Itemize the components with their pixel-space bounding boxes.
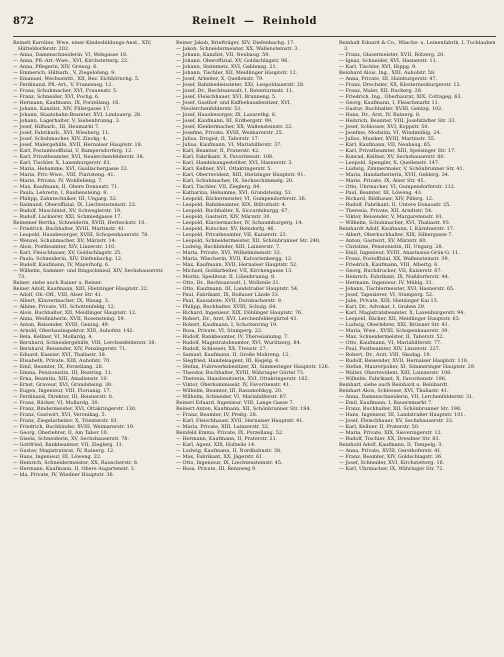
directory-entry: — Karl, Schuhmacher, IX, Sechsschimmelg. 20. xyxy=(176,178,294,184)
directory-entry: — Julius, Drogist, II, Taborstr. 17. xyxy=(176,136,260,142)
directory-column-1 xyxy=(13,40,170,652)
directory-entry: — Gottfried, Bankbeamter, VII, Zieglerg. 11. xyxy=(13,442,124,448)
directory-entry: Reinhard Alois, Ing., XIII, Auhofstr. 58. xyxy=(339,70,436,76)
directory-entry: — Karl, Kellner, XVI, Ottakringerstr. 5. xyxy=(176,166,272,172)
directory-entry: — Rudolf, Magistratsbeamter, XVI, Wurlitzerg. 84. xyxy=(176,340,302,346)
directory-entry: — Viktor, Oberkommissär, IV, Favoritenstr. 41. xyxy=(176,382,291,388)
directory-entry: — Rudolf, Kaufmann, IV, Mayerhofg. 6. xyxy=(13,262,110,268)
directory-entry: — Anna, Pfl.-Art.-Wwe., XVI, Kirchstetterg. 22. xyxy=(13,58,129,64)
directory-entry: — Ida, Private, IV, Wiedner Hauptstr. 36. xyxy=(13,472,115,478)
directory-entry: — Heinrich, Schneidermeister, XX, Rauscherstr. 8. xyxy=(13,460,139,466)
directory-entry: — Ludwig, Buchbinder, XIII, Lainzerstr. 7. xyxy=(176,244,281,250)
directory-column-3 xyxy=(339,40,496,652)
directory-entry: — Albine, Private, VII, Schottenfeldg. 12. xyxy=(13,304,116,310)
directory-entry: — Arnold, Oberbauinspektor, XIII, Auhofstr. 142. xyxy=(13,328,135,334)
directory-entry: — Johann, Oberoffizial, XV, Goldschlagstr. 96. xyxy=(176,58,289,64)
directory-entry: — Georg, Oberlehrer, II, Am Tabor 10. xyxy=(13,430,109,436)
directory-entry: — Robert, Dr., Arzt, XVI, Lerchenfeldergürtel 43. xyxy=(176,316,298,322)
directory-entry: — Otto, Kaufmann, III, Landstraßer Hauptstr. 54. xyxy=(176,286,299,292)
directory-entry: — Ignaz, Schneider, XVI, Hasnerstr. 11. xyxy=(339,58,438,64)
directory-entry: — Philipp, Buchhalter, XVIII, Schulg. 64. xyxy=(176,304,277,310)
directory-entry: — Erna, Beamtin, XIII, Amalienstr. 10. xyxy=(13,376,109,382)
directory-entry: — Emil, Ingenieur, XVIII, Anastasius-Grün-G. 11. xyxy=(339,250,460,256)
directory-entry: Reiner, siehe auch Rainer u. Reiner. xyxy=(13,280,103,286)
directory-entry: — Stefan, Maurerpolier, XI, Simmeringer Hauptstr. 29. xyxy=(339,364,476,370)
directory-entry: — Wilhelm, Sammer- und Ringschmied, XIV, Sechshauserstr. 73. xyxy=(13,268,164,280)
directory-entry: — Bela, Kellner, VI, Mollardg. 4. xyxy=(13,334,93,340)
directory-columns xyxy=(13,40,496,652)
directory-entry: — Josefine, Modistin, VI, Windmühlg. 24. xyxy=(339,130,441,136)
directory-entry: — Josef, Kaufmann, III, Erdbergstr. 99. xyxy=(176,118,273,124)
directory-entry: — Karl, Tischler, X, Laxenburgerstr. 61. xyxy=(13,160,112,166)
directory-entry: — Emil, Kaufmann, I, Bauernmarkt 7. xyxy=(339,400,433,406)
page-header xyxy=(13,16,496,37)
directory-entry: — Hans, Dr., Arzt, IV, Rainerg. 8. xyxy=(339,112,421,118)
directory-entry: — Friedrich, Kaufmann, VIII, Albertg. 6. xyxy=(339,262,439,268)
directory-entry: — Rudolf, Bankbeamter, IV, Theresianumg. 7. xyxy=(176,334,289,340)
directory-entry: — Karl, Uhrmacher, IX, Währinger Str. 72. xyxy=(339,466,445,472)
directory-entry: — Anton, Reisender, XVIII, Gentzg. 49. xyxy=(13,322,110,328)
directory-entry: — Franz, Drechsler, XX, Klosterneuburgerstr. 12. xyxy=(339,82,462,88)
directory-entry: — Josefine, Private, XVIII, Weimarerstr. 25. xyxy=(176,130,284,136)
directory-entry: — Theresia, Private, XII, Arndtstr. 54. xyxy=(339,208,433,214)
directory-entry: — Karl, Privatbeamter, XVI, Neulerchenfelderstr. 38. xyxy=(13,154,145,160)
directory-entry: — Wilhelm, Schneider, VI, Mariahilferstr. 87. xyxy=(176,394,288,400)
directory-entry: — Julius, Musiker, XVIII, Martinstr. 55. xyxy=(339,136,436,142)
running-head xyxy=(53,16,456,27)
directory-entry: — Walter, Oberrevident, XIII, Lainzerstr. 108. xyxy=(339,370,452,376)
directory-entry: — Katharina, Hebamme, XVI, Grundsteing. 51. xyxy=(176,190,293,196)
directory-entry: — Maria, Private, XIX, Sieveringerstr. 12. xyxy=(339,430,443,436)
directory-entry: — Paula, Lehrerin, I, Rauhensteing. 8. xyxy=(13,190,108,196)
directory-entry: — Leopold, Schneidermeister, XII, Schönbrunner Str. 240. xyxy=(176,238,321,244)
directory-entry: — Wilhelm, Fabrikant, X, Favoritenstr. 196. xyxy=(339,376,447,382)
directory-entry: — Paul, Postbeamter, XIV, Linzerstr. 227. xyxy=(339,346,441,352)
directory-entry: — Friedrich, Buchbinder, XVIII, Weimarerstr. 19. xyxy=(13,424,135,430)
directory-entry: — Rudolf, Fabrikant, II, Untere Donaustr. 25. xyxy=(339,202,451,208)
directory-entry: — Josef, Schneider, XVI, Kirchstetterg. 16. xyxy=(339,460,445,466)
directory-entry: — Franz, Schuhmacher, XVI, Frauenstr. 5. xyxy=(13,88,118,94)
directory-entry: — Marie, Private, IX, Alser Str. 45. xyxy=(339,178,426,184)
directory-entry: — Christine, Pensionistin, III, Ungarg. 28. xyxy=(339,244,444,250)
directory-entry: — Wenzel, Schuhmacher, XV, Märzstr. 14. xyxy=(13,238,117,244)
directory-entry: — Viktor, Reisender, V, Margaretenstr. 91. xyxy=(339,214,444,220)
directory-entry: — Theresia, Hausbesitzerin, XVI, Ottakringerstr. 162. xyxy=(176,376,310,382)
directory-entry: — Friedrich, Buchhalter, XVIII, Martinstr. 41. xyxy=(13,226,126,232)
directory-entry: — Maria, Wäscherin, XVII, Kalvarienbergg. 12. xyxy=(176,256,293,262)
directory-entry: — Paul, Beamter, III, Löweng. 43. xyxy=(339,190,423,196)
directory-entry: — Hans, Ingenieur, III, Landstraßer Hauptstr. 101. xyxy=(339,412,465,418)
directory-entry: — Karl, Fleischhauer, XVII, Hernalser Hauptstr. 41. xyxy=(176,418,304,424)
directory-entry: — Rudolf, Lackierer, XXI, Schmiedgasse 17. xyxy=(13,214,122,220)
directory-entry: — Otto, Uhrmacher, VI, Gumpendorferstr. 112. xyxy=(339,184,456,190)
directory-entry: — Anna, Private, III, Hainburgerstr. 47. xyxy=(339,76,438,82)
directory-entry: — Hermann, Ingenieur, IV, Mühlg. 31. xyxy=(339,280,434,286)
directory-entry: — Josef, Hausbesorger, IX, Lazarethg. 6. xyxy=(176,112,277,118)
directory-entry: — Otto, Ingenieur, IX, Liechtensteinstr. 45. xyxy=(176,460,283,466)
directory-entry: — Heinrich, Beamter, VIII, Josefstädter Str. 33. xyxy=(339,118,456,124)
directory-entry: — Bernhard, Reisender, XIV, Penzingerstr. 71. xyxy=(13,346,127,352)
directory-entry: — Gustav, Magistratsrat, IV, Rainerg. 12. xyxy=(13,448,115,454)
directory-entry: — Emil, Beamter, IX, Porzellang. 28. xyxy=(13,364,104,370)
directory-entry: — Moritz, Spediteur, II, Lilienbrunng. 8. xyxy=(176,274,276,280)
directory-entry: Reiner Adolf, Kaufmann, XIII, Hietzinger Hauptstr. 22. xyxy=(13,286,149,292)
directory-entry: — Leopold, Bäcker, XII, Meidlinger Hauptstr. 63. xyxy=(339,316,461,322)
directory-entry: — Eduard, Kassier, XVI, Thaliastr. 38. xyxy=(13,352,107,358)
directory-entry: — Franz, Gastwirt, XVI, Veronikag. 5. xyxy=(13,412,107,418)
directory-entry: — Karl, Fabrikant, X, Favoritenstr. 108. xyxy=(176,154,274,160)
directory-entry: — Karl, Agent, XIX, Hofzeile 14. xyxy=(176,442,256,448)
directory-entry: — Leopold, Hausbesorger, XVIII, Schopenhauerstr. 78. xyxy=(13,232,149,238)
directory-entry: — Robert, Kaufmann, I, Schottenring 19. xyxy=(176,322,278,328)
directory-entry: — Johann, Staatsbahn-Beamter, XVI, Lindauerg. 28. xyxy=(13,112,142,118)
directory-entry: — Ludwig, Zimmermaler, V, Schönbrunner Str. 41. xyxy=(339,166,465,172)
directory-entry: — Albert, Klaviermacher, IX, Wasag. 3. xyxy=(13,298,110,304)
directory-entry: Reinfeld Emma, Private, IX, Porzellang. 52. xyxy=(176,430,284,436)
directory-entry: — Anna, Damenschneiderin, VI, Webgasse 18. xyxy=(13,52,128,58)
directory-entry: — Maria, Hebamme, XVI, Gaullachergasse 32. xyxy=(13,166,129,172)
directory-entry: — Raimund, Oberoffizial, IX, Liechtensteinstr. 23. xyxy=(13,202,137,208)
directory-entry: — Ernst, Graveur, XVI, Grundsteing. 30. xyxy=(13,382,113,388)
directory-entry: Reinhold Adolf, Kaufmann, II, Tempelg. 3. xyxy=(339,442,443,448)
directory-entry: — Franz, Postoffizial, XX, Wallensteinstr. 39. xyxy=(339,256,450,262)
directory-entry: Reineri Eduard, Ingenieur, VIII, Lange Gasse 7. xyxy=(176,400,295,406)
directory-entry: — Gisela, Schneiderin, XV, Sechshauserstr. 78. xyxy=(13,436,129,442)
directory-entry: — Elisabeth, Private, XIII, Auhofstr. 70. xyxy=(13,358,111,364)
directory-entry: — Franz, Beamter, XIV, Goldschlagstr. 36. xyxy=(339,454,443,460)
directory-entry: — Georg, Kaufmann, I, Fleischmarkt 11. xyxy=(339,100,440,106)
directory-entry: — Hans, Ingenieur, III, Löweng. 22. xyxy=(13,454,102,460)
directory-entry: — Rudolf, Reisender, XVII, Hernalser Hauptstr. 118. xyxy=(339,358,469,364)
directory-entry: — Franz, Buchhalter, XII, Schönbrunner Str. 198. xyxy=(339,406,462,412)
directory-entry: — Wilhelm, Schuhmacher, XVI, Thaliastr. 93. xyxy=(339,220,451,226)
directory-entry: — Robert, Dr., Arzt, VIII, Skodag. 19. xyxy=(339,352,432,358)
directory-entry: — Josef, Tapezierer, VI, Stumperg. 52. xyxy=(339,292,434,298)
running-head-left: Reinelt xyxy=(191,16,237,27)
directory-entry: — Leopold, Spengler, X, Quellenstr. 147. xyxy=(339,160,440,166)
directory-entry: — Franz, Ziegelarbeiter, X, Triesterstr. 81. xyxy=(13,418,119,424)
directory-entry: Reinhart Alois, Schlosser, XVI, Thaliastr. 41. xyxy=(339,388,449,394)
directory-entry: — Karl, Kellner, II, Praterstr. 50. xyxy=(339,424,420,430)
directory-entry: — Bernhard, Schneidergehilfe, VIII, Lerchenfelderstr. 38. xyxy=(13,340,157,346)
directory-entry: — Josef, Schlosser, XVI, Koppstr. 50. xyxy=(339,124,430,130)
directory-entry: — Max, Kaufmann, II, Obere Donaustr. 71. xyxy=(13,184,119,190)
directory-entry: — Maria, Private, XIII, Lainzerstr. 32. xyxy=(176,424,270,430)
directory-entry: — Jakob, Schneidermeister, XX, Wallensteinstr. 3. xyxy=(176,46,299,52)
directory-entry: — Karl, Kaufmann, VII, Neubaug. 65. xyxy=(339,142,432,148)
directory-entry: — Johann, Lagerhalter, V, Siebenbrunng. 3. xyxy=(13,118,121,124)
directory-entry: — Anna, Private, XVIII, Gersthoferstr. 41. xyxy=(339,448,442,454)
directory-entry: — Rudolf, Tischler, XX, Dresdner Str. 83. xyxy=(339,436,441,442)
directory-entry: — Emma, Pensionistin, III, Beatrixg. 11. xyxy=(13,370,113,376)
directory-entry: — Josef, Malergehilfe, XVII, Hernalser Hauptstr. 18. xyxy=(13,142,143,148)
directory-entry: — Heinrich, Fabrikant, IX, Nußdorferstr. 44. xyxy=(339,274,450,280)
directory-entry: — Anton, Gastwirt, XV, Märzstr. 60. xyxy=(339,238,428,244)
directory-entry: — Konrad, Kellner, XV, Sechshauserstr. 80. xyxy=(339,154,446,160)
directory-entry: — Wilhelm, Beamter, III, Rasumofskyg. 20. xyxy=(176,388,283,394)
directory-entry: — Rosa, Private, III, Rennweg 9. xyxy=(176,466,257,472)
directory-entry: — Max, Schneidermeister, II, Taborstr. 52. xyxy=(339,334,445,340)
directory-entry: — Johann, Steinmetz, XVI, Gablenzg. 21. xyxy=(176,64,278,70)
directory-entry: — Franz, Bindermeister, XVI, Ottakringerstr. 130. xyxy=(13,406,137,412)
directory-entry: — Ludwig, Oberlehrer, XXI, Brünner Str. 41. xyxy=(339,322,450,328)
directory-entry: — Franz, Beamter, IV, Preßg. 28. xyxy=(176,412,258,418)
directory-entry: — Julie, Private, XIII, Hietzinger Kai 13. xyxy=(339,298,439,304)
directory-entry: — Julius, Kaufmann, VI, Mariahilferstr. 37. xyxy=(176,142,282,148)
directory-entry: — Ferdinand, Pfl.-Art., V, Franzensg. 12. xyxy=(13,82,113,88)
directory-entry: — Emanuel, Wechselsttl., XII, Bez. Eichhörnchg. 5. xyxy=(13,76,140,82)
directory-column-2 xyxy=(176,40,333,652)
directory-entry: — Josef, Dr., Rechtsanwalt, I, Rotenturmstr. 11. xyxy=(176,88,294,94)
directory-entry: — Alois, Buchhalter, XII, Meidlinger Hauptstr. 12. xyxy=(13,310,137,316)
directory-entry: — Josef, Fabrikarb., XVI, Wiesberg. 11. xyxy=(13,130,110,136)
directory-entry: — Josef, Kleidermacher, XX, Wallensteinstr. 22. xyxy=(176,124,293,130)
directory-entry: — Stefan, Fuhrwerksbesitzer, XI, Simmeringer Hauptstr. 126. xyxy=(176,364,330,370)
directory-entry: — Josef, Gasthof- und Kaffeehausbesitzer, XVI, Neulerchenfelderstr. 53. xyxy=(176,100,292,112)
directory-entry: — Max, Fabrikant, XX, Jägerstr. 61. xyxy=(176,454,264,460)
directory-entry: — Johann, Kanzlist, VII, Neubaug. 59. xyxy=(176,52,270,58)
directory-entry: — Leopold, Klaviermacher, IV, Schaumburgerg. 14. xyxy=(176,220,304,226)
directory-entry: — Johann, Tischlermeister, XVI, Hasnerstr. 65. xyxy=(339,286,455,292)
directory-entry: — Alois, Postbeamter, XIV, Linzerstr. 110. xyxy=(13,244,116,250)
directory-entry: — Michael, Goldarbeiter, VII, Kirchengasse 13. xyxy=(176,268,293,274)
directory-entry: — Franz, Schneider, XVI, Pochg. 6. xyxy=(13,94,100,100)
directory-entry: Reiner Jakob, Briefträger, XIV, Diefenbachg. 17. xyxy=(176,40,295,46)
directory-entry: — Hermann, Kaufmann, II, Praterstr. 21. xyxy=(176,436,278,442)
directory-entry: — Josef, Fleischhauer, XVI, Brunneng. 5. xyxy=(176,94,277,100)
directory-entry: — Karl, Handelsangestellter, XVI, Hasnerstr. 3. xyxy=(176,160,293,166)
directory-entry: — Josef, Fleischhauer, XV, Sechshauserstr. 33. xyxy=(339,418,454,424)
directory-entry: — Leopold, Gastwirt, XIV, Märzstr. 30. xyxy=(176,214,272,220)
directory-entry: — Maria, Private, XVI, Wilhelminenstr. 32. xyxy=(176,250,282,256)
page-number: 872 xyxy=(13,16,34,27)
directory-entry: — Anna, Weißnäherin, XVII, Rosensteing. 59. xyxy=(13,316,126,322)
directory-entry: — Friedrich, Ing., Oberbaurat, XIX, Cottageg. 63. xyxy=(339,94,463,100)
directory-entry: — Karl, Tischler, VII, Zieglerg. 84. xyxy=(176,184,261,190)
directory-entry: — Leopold, Kutscher, XV, Reindorfg. 46. xyxy=(176,226,276,232)
directory-entry: — Gustav, Buchhalter, XVIII, Gentzg. 102. xyxy=(339,106,443,112)
directory-entry: Reinert Anton, Kaufmann, XII, Schönbrunner Str. 184. xyxy=(176,406,311,412)
directory-entry: — Albert, Oberbuchhalter, XIX, Silbergasse 7. xyxy=(339,232,453,238)
directory-entry: Reinelt Karoline, Wwe. einer Kindesbildungs-Anst., XIV, Hütteldorferstr. 202. xyxy=(13,40,152,52)
directory-entry: — Johann, Tischler, XII, Meidlinger Hauptstr. 12. xyxy=(176,70,298,76)
directory-entry: — Max, Kaufmann, XVII, Hernalser Hauptstr. 52. xyxy=(176,262,298,268)
directory-entry: — Rosa, Private, VI, Stumperg. 22. xyxy=(176,328,263,334)
directory-entry: — Hermann, Kaufmann, IX, Porzellang. 16. xyxy=(13,100,120,106)
directory-entry: — Karl, Magistratsbeamter, X, Laxenburgerstr. 94. xyxy=(339,310,465,316)
directory-entry: — Anna, Pflegerin, XIV, Grenzg. 6. xyxy=(13,64,98,70)
directory-entry: — Paul, Kassabote, XVII, Dornbacherstr. 9. xyxy=(176,298,283,304)
directory-entry: Reinhalt Eduard & Co., Wäsche- u. Leinenfabrik, I, Tuchlauben 3. xyxy=(339,40,496,52)
directory-entry: — Josef, Hilfsarb., III, Heumarkt 7. xyxy=(13,124,100,130)
directory-entry: — Karl, Beamter, II, Praterstr. 42. xyxy=(176,148,260,154)
directory-entry: — Franz, Bäcker, VI, Mollardg. 30. xyxy=(13,400,99,406)
directory-entry: Reinhardt Adolf, Kaufmann, I, Kärntnerstr. 17. xyxy=(339,226,455,232)
directory-entry: — Karl, Fleischhauer, XV, Goldschlagstr. 25. xyxy=(13,250,122,256)
directory-entry: — Franz, Glasermeister, XVII, Rötzerg. 20. xyxy=(339,52,445,58)
directory-entry: — Richard, Ingenieur, XIX, Döblinger Hauptstr. 76. xyxy=(176,310,303,316)
directory-entry: — Emmerich, Hilfsarb., V, Ziegelofeng. 9. xyxy=(13,70,116,76)
directory-entry: — Samuel, Kaufmann, II, Große Mohreng. 12. xyxy=(176,352,290,358)
directory-entry: — Karl, Privatbeamter, XIII, Speisinger Str. 17. xyxy=(339,148,456,154)
directory-entry: — Paula, Schneiderin, XIV, Diefenbachg. 12. xyxy=(13,256,123,262)
directory-entry: — Josef, Arbeiter, X, Quellenstr. 79. xyxy=(176,76,264,82)
directory-entry: — Marie, Private, IV, Wohllebeng. 7. xyxy=(13,178,103,184)
directory-entry: — Hermann, Kaufmann, II, Obere Augartenstr. 3. xyxy=(13,466,136,472)
directory-entry: — Karl, Dr., Advokat, I, Graben 29. xyxy=(339,304,426,310)
directory-entry: — Georg, Buchdrucker, VII, Kaiserstr. 67. xyxy=(339,268,443,274)
directory-entry: — Karl, Tischler, XVI, Hippg. 9. xyxy=(339,64,417,70)
directory-entry: — Eugen, Ingenieur, VIII, Florianig. 17. xyxy=(13,388,112,394)
directory-entry: — Josef, Schuhmacher, XIV, Zinckg. 4. xyxy=(13,136,108,142)
directory-entry: — Franz, Maler, XII, Ruckerg. 28. xyxy=(339,88,423,94)
directory-entry: — Richard, Bildhauer, XIV, Pillerg. 12. xyxy=(339,196,434,202)
running-head-right: Reinhold xyxy=(262,16,317,27)
directory-entry: — Leopold, Buchhalter, X, Siccardsburgg. 67. xyxy=(176,208,290,214)
directory-entry: — Karl, Postamtsoffizial, V, Rampersdorferg. 12. xyxy=(13,148,133,154)
directory-entry: — Rudolf, Maschinist, XV, Schweglerstr. 19. xyxy=(13,208,122,214)
directory-entry: — Otto, Kaufmann, VI, Mariahilferstr. 77. xyxy=(339,340,442,346)
directory-entry: — Rudolf, Schlosser, XX, Treustr. 27. xyxy=(176,346,268,352)
directory-entry: — Ferdinand, Direktor, III, Reisnerstr. 8. xyxy=(13,394,114,400)
running-head-separator: — xyxy=(244,16,255,27)
directory-entry: — Theodor, Buchhalter, XVIII, Währinger Gürtel 73. xyxy=(176,370,305,376)
directory-entry: — Josef, Bahnbediensteter, XXI, Leopoldauerstr. 28. xyxy=(176,82,305,88)
directory-entry: — Maria, Handarbeiterin, XVII, Geblerg. 34. xyxy=(339,172,450,178)
directory-entry: — Leopold, Privatbeamter, VII, Kaiserstr. 23. xyxy=(176,232,288,238)
directory-entry: — Paul, Fabrikant, IX, Roßauer Lände 33. xyxy=(176,292,280,298)
directory-entry: — Anna, Damenschneiderin, VII, Lerchenfelderstr. 31. xyxy=(339,394,474,400)
directory-entry: — Leopold, Bäckermeister, VI, Gumpendorferstr. 36. xyxy=(176,196,307,202)
directory-entry: — Adolf, Ob.-Off., VIII, Alser Str. 41. xyxy=(13,292,103,298)
directory-entry: Reinemer Bertha, Schneiderin, XVIII, Herbeckstr. 10. xyxy=(13,220,146,226)
directory-entry: — Otto, Dr., Rechtsanwalt, I, Wollzeile 31. xyxy=(176,280,281,286)
directory-entry: — Maria, Wwe., XVIII, Schopenhauerstr. 39. xyxy=(339,328,449,334)
directory-entry: — Maria, Priv.-Wwe., VIII, Piaristeng. 41. xyxy=(13,172,116,178)
directory-entry: Reinhart, siehe auch Reinhard u. Reinhardt. xyxy=(339,382,449,388)
directory-entry: — Philipp, Zahntechniker, III, Ungarg. 52. xyxy=(13,196,118,202)
directory-entry: — Siegfried, Handelsagent, III, Kegelg. 4. xyxy=(176,358,280,364)
directory-entry: — Ludwig, Kaufmann, II, Nordbahnstr. 38. xyxy=(176,448,282,454)
directory-entry: — Johann, Kanzlist, XIV, Pillergasse 17. xyxy=(13,106,111,112)
directory-entry: — Karl, Oberrevident, XIII, Hietzinger Hauptstr. 91. xyxy=(176,172,306,178)
directory-entry: — Leopold, Bahnbeamter, XIX, Billrothstr. 4. xyxy=(176,202,287,208)
